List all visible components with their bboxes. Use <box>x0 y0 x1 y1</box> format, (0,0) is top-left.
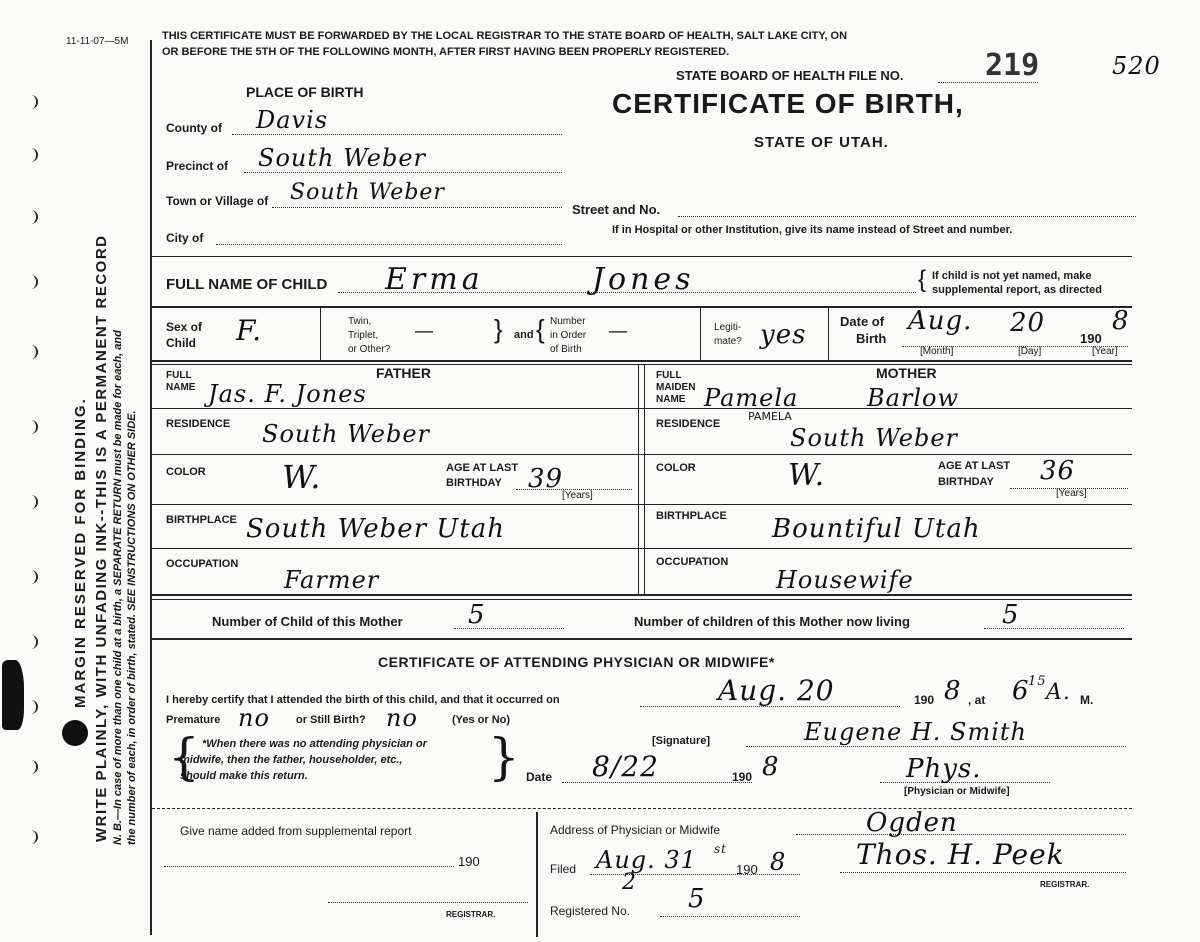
twin-value: — <box>414 318 435 342</box>
registered-no: 5 <box>688 884 706 914</box>
filed-year-digit: 8 <box>770 848 787 876</box>
name-note-2: supplemental report, as directed <box>932 284 1102 296</box>
child-sex: F. <box>236 314 262 347</box>
form-code: 11-11-07—5M <box>66 36 129 47</box>
physician-label: [Physician or Midwife] <box>904 786 1010 797</box>
mother-residence-label: RESIDENCE <box>656 418 721 430</box>
twin-label-2: Triplet, <box>348 330 379 341</box>
address-label: Address of Physician or Midwife <box>550 823 721 837</box>
father-heading: FATHER <box>376 365 431 381</box>
certificate-subtitle: STATE OF UTAH. <box>754 134 889 151</box>
corner-number: 520 <box>1112 52 1161 80</box>
forwarding-notice-2: OR BEFORE THE 5TH OF THE FOLLOWING MONTH, AFTER FIRST HAVING BEEN PROPERLY REGISTERED. <box>162 46 730 58</box>
mother-occupation: Housewife <box>776 566 914 594</box>
physician-note-2: midwife, then the father, householder, etc., <box>180 754 403 766</box>
mother-birthplace: Bountiful Utah <box>772 514 981 544</box>
child-number: 5 <box>468 600 486 630</box>
month-label: [Month] <box>920 346 954 357</box>
mother-full-label-3: NAME <box>656 394 686 405</box>
dob-year-digit: 8 <box>1112 306 1130 336</box>
physician-address: Ogden <box>866 808 958 838</box>
file-no: 219 <box>985 48 1040 83</box>
father-name: Jas. F. Jones <box>208 380 367 408</box>
legitimate-value: yes <box>760 320 807 350</box>
father-occupation-label: OCCUPATION <box>166 558 239 570</box>
father-color: W. <box>282 458 322 496</box>
birth-time-a: A. <box>1046 680 1071 705</box>
town-value: South Weber <box>290 180 445 205</box>
cert-date: 8/22 <box>592 750 659 783</box>
certificate-title: CERTIFICATE OF BIRTH, <box>612 88 964 119</box>
cert-date-label: Date <box>526 770 553 784</box>
physician-year-prefix: 190 <box>914 693 935 707</box>
certify-text: I hereby certify that I attended the birth of this child, and that it occurred on <box>166 694 560 706</box>
mother-color-label: COLOR <box>656 462 696 474</box>
day-label: [Day] <box>1018 346 1042 357</box>
supplemental-text: Give name added from supplemental report <box>180 824 412 838</box>
cert-date-year-digit: 8 <box>762 752 780 782</box>
physician-birth-date: Aug. 20 <box>718 674 835 707</box>
twin-label-3: or Other? <box>348 344 391 355</box>
margin-note-2: the number of each, in order of birth, stated. SEE INSTRUCTIONS ON OTHER SIDE. <box>126 410 138 845</box>
mother-name: Pamela Barlow <box>704 384 960 412</box>
margin-rule <box>150 40 152 935</box>
child-name-label: FULL NAME OF CHILD <box>166 276 328 293</box>
sex-label-2: Child <box>166 336 196 350</box>
father-residence: South Weber <box>262 420 431 448</box>
order-label-3: of Birth <box>550 344 582 355</box>
mother-years-label: [Years] <box>1056 488 1087 499</box>
name-note-1: If child is not yet named, make <box>932 270 1092 282</box>
mother-birthplace-label: BIRTHPLACE <box>656 510 727 522</box>
father-full-label-2: NAME <box>166 382 196 393</box>
child-number-label: Number of Child of this Mother <box>212 614 403 629</box>
mother-name-correction: PAMELA <box>748 410 792 423</box>
father-age: 39 <box>528 464 564 494</box>
mother-occupation-label: OCCUPATION <box>656 556 729 568</box>
father-occupation: Farmer <box>284 566 380 594</box>
precinct-value: South Weber <box>258 144 427 172</box>
physician-note-3: should make this return. <box>180 770 308 782</box>
mother-full-label-2: MAIDEN <box>656 382 696 393</box>
physician-note-1: *When there was no attending physician or <box>202 738 427 750</box>
street-label: Street and No. <box>572 202 661 217</box>
legit-label-1: Legiti- <box>714 322 742 333</box>
father-color-label: COLOR <box>166 466 206 478</box>
dob-label-1: Date of <box>840 314 885 329</box>
dob-month: Aug. <box>908 306 973 336</box>
premature-value: no <box>238 704 270 732</box>
child-first-name: Erma <box>385 262 484 297</box>
dob-year-prefix: 190 <box>1080 331 1102 346</box>
margin-note-1: N. B.—In case of more than one child at a birth, a SEPARATE RETURN must be made for each, and <box>112 330 124 845</box>
premature-label: Premature <box>166 714 221 726</box>
supplemental-year: 190 <box>458 854 480 869</box>
order-label-1: Number <box>550 316 586 327</box>
birth-time: 6 <box>1012 676 1030 706</box>
registered-label: Registered No. <box>550 904 631 918</box>
precinct-label: Precinct of <box>166 159 229 173</box>
twin-label-1: Twin, <box>348 316 372 327</box>
cert-date-year-prefix: 190 <box>732 770 753 784</box>
filing-registrar-label: REGISTRAR. <box>1040 880 1090 889</box>
mother-residence: South Weber <box>790 424 959 452</box>
dob-label-2: Birth <box>856 331 887 346</box>
stillbirth-label: or Still Birth? <box>296 714 366 726</box>
father-age-label-2: BIRTHDAY <box>446 477 502 489</box>
father-birthplace: South Weber Utah <box>246 514 505 544</box>
father-birthplace-label: BIRTHPLACE <box>166 514 237 526</box>
supplemental-registrar-label: REGISTRAR. <box>446 910 496 919</box>
county-value: Davis <box>256 106 329 134</box>
physician-heading: CERTIFICATE OF ATTENDING PHYSICIAN OR MIDWIFE* <box>378 654 775 670</box>
birth-time-m: M. <box>1080 693 1094 707</box>
father-years-label: [Years] <box>562 490 593 501</box>
forwarding-notice-1: THIS CERTIFICATE MUST BE FORWARDED BY THE LOCAL REGISTRAR TO THE STATE BOARD OF HEALTH, SALT LAKE CITY, ON <box>162 30 848 42</box>
mother-full-label-1: FULL <box>656 370 682 381</box>
and-label: and <box>514 329 534 341</box>
mother-age: 36 <box>1040 456 1076 486</box>
living-label: Number of children of this Mother now living <box>634 614 910 629</box>
children-living: 5 <box>1002 600 1020 630</box>
mother-color: W. <box>788 458 826 493</box>
legit-label-2: mate? <box>714 336 742 347</box>
place-of-birth-heading: PLACE OF BIRTH <box>246 84 364 100</box>
order-value: — <box>608 318 629 342</box>
ink-dot <box>62 720 88 746</box>
physician-signature: Eugene H. Smith <box>804 718 1027 746</box>
mother-heading: MOTHER <box>876 365 937 381</box>
sex-label-1: Sex of <box>166 320 203 334</box>
filed-date: Aug. 31 <box>596 846 697 874</box>
ink-blot <box>2 660 24 730</box>
dob-day: 20 <box>1010 308 1046 338</box>
physician-title: Phys. <box>906 754 982 784</box>
filed-label: Filed <box>550 862 577 876</box>
father-age-label-1: AGE AT LAST <box>446 462 519 474</box>
order-label-2: in Order <box>550 330 587 341</box>
father-residence-label: RESIDENCE <box>166 418 231 430</box>
birth-certificate: MARGIN RESERVED FOR BINDING. WRITE PLAINLY, WITH UNFADING INK--THIS IS A PERMANENT RECORD N. B.—In case of more than one child at a birth, a SEPARATE RETURN must be made for each, and the number of each, in order of birth, stated. SEE INSTRUCTIONS ON OTHER SIDE. 11-11-07—5M THIS CERTIFICATE MUST BE FORWARDED BY THE LOCAL REGISTRAR TO THE STATE BOARD OF HEALTH, SALT LAKE CITY, ON OR BEFORE THE 5TH OF THE FOLLOWING MONTH, AFTER FIRST HAVING BEEN PROPERLY REGISTERED. STATE BOARD OF HEALTH FILE NO. 219 520 CERTIFICATE OF BIRTH, STATE OF UTAH. PLACE OF BIRTH County of Davis Precinct of South Weber Town or Village of South Weber City of Street and No. If in Hospital or other Institution, give its name instead of Street and number. FULL NAME OF CHILD Erma Jones { If child is not yet named, make supplemental report, as directed Sex of Child F. Twin, Triplet, or Other? — } and { Number in Order of Birth — Legiti- mate? yes Date of Birth Aug. 20 190 8 [Month] [Day] [Year] FULL NAME FATHER Jas. F. Jones RESIDENCE South Weber COLOR W. AGE AT LAST BIRTHDAY 39 [Years] BIRTHPLACE South Weber Utah OCCUPATION Farmer FULL MAIDEN NAME MOTHER Pamela Barlow RESIDENCE PAMELA South Weber COLOR W. AGE AT LAST BIRTHDAY 36 [Years] BIRTHPLACE Bountiful Utah OCCUPATION Housewife Number of Child of this Mother 5 Number of children of this Mother now living 5 CERTIFICATE OF ATTENDING PHYSICIAN OR MIDWIFE* I hereby certify that I attended the birth of this child, and that it occurred on Aug. 20 190 8 , at 6 15 A. M. Premature no or Still Birth? no (Yes or No) { *When there was no attending physician or midwife, then the father, householder, etc., should make this return. } [Signature] Eugene H. Smith Date 8/22 190 8 Phys. [Physician or Midwife] Give name added from supplemental report 190 REGISTRAR. Address of Physician or Midwife Ogden Filed Aug. 31 st 190 8 2 Thos. H. Peek REGISTRAR. Registered No. 5 <box>0 0 1200 942</box>
father-full-label-1: FULL <box>166 370 192 381</box>
filed-year-prefix: 190 <box>736 862 758 877</box>
yes-no-label: (Yes or No) <box>452 714 511 726</box>
county-label: County of <box>166 121 222 135</box>
child-last-name: Jones <box>592 262 695 297</box>
birth-time-minutes: 15 <box>1028 674 1047 689</box>
stillbirth-value: no <box>386 704 418 732</box>
filed-date-suffix: st <box>714 842 727 856</box>
registrar-signature: Thos. H. Peek <box>856 838 1065 871</box>
town-label: Town or Village of <box>166 194 269 208</box>
hospital-note: If in Hospital or other Institution, give its name instead of Street and number. <box>612 224 1013 236</box>
filing-extra-mark: 2 <box>622 870 637 895</box>
at-label: , at <box>968 693 986 707</box>
margin-ink-text: WRITE PLAINLY, WITH UNFADING INK--THIS IS A PERMANENT RECORD <box>93 234 110 842</box>
physician-year-digit: 8 <box>944 676 962 706</box>
mother-age-label-2: BIRTHDAY <box>938 476 994 488</box>
signature-label: [Signature] <box>652 735 711 747</box>
file-no-label: STATE BOARD OF HEALTH FILE NO. <box>676 68 904 83</box>
mother-age-label-1: AGE AT LAST <box>938 460 1011 472</box>
city-label: City of <box>166 231 204 245</box>
year-label: [Year] <box>1092 346 1118 357</box>
margin-binding-text: MARGIN RESERVED FOR BINDING. <box>72 397 89 708</box>
